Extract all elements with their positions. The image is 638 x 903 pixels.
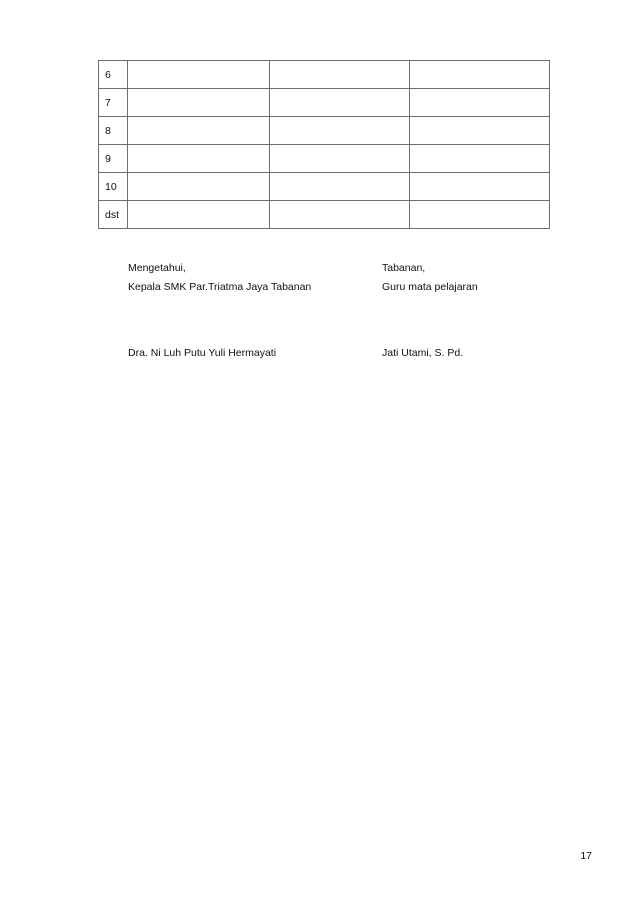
table-cell — [410, 117, 550, 145]
data-table — [98, 60, 550, 229]
teacher-position: Guru mata pelajaran — [382, 281, 478, 293]
table-cell — [410, 173, 550, 201]
table-cell — [410, 201, 550, 229]
principal-position: Kepala SMK Par.Triatma Jaya Tabanan — [128, 281, 312, 293]
table-cell — [128, 145, 270, 173]
table-cell — [410, 145, 550, 173]
row-number: 10 — [99, 173, 128, 201]
table-cell — [128, 201, 270, 229]
row-number: 8 — [99, 117, 128, 145]
table-row — [99, 89, 550, 117]
table-row — [99, 117, 550, 145]
table-row — [99, 61, 550, 89]
page-number: 17 — [580, 850, 592, 862]
table-cell — [270, 89, 410, 117]
place-label: Tabanan, — [382, 262, 426, 274]
table-cell — [128, 61, 270, 89]
table-cell — [410, 61, 550, 89]
table-cell — [270, 61, 410, 89]
table-row — [99, 173, 550, 201]
table-cell — [128, 173, 270, 201]
table-row — [99, 201, 550, 229]
row-number: 6 — [99, 61, 128, 89]
row-number: 9 — [99, 145, 128, 173]
row-number: dst — [99, 201, 128, 229]
table-cell — [270, 201, 410, 229]
table-cell — [410, 89, 550, 117]
row-number: 7 — [99, 89, 128, 117]
table-cell — [128, 89, 270, 117]
acknowledged-label: Mengetahui, — [128, 262, 186, 274]
principal-name: Dra. Ni Luh Putu Yuli Hermayati — [128, 347, 277, 359]
table-row — [99, 145, 550, 173]
table-cell — [128, 117, 270, 145]
table-cell — [270, 145, 410, 173]
table-cell — [270, 173, 410, 201]
teacher-name: Jati Utami, S. Pd. — [382, 347, 464, 359]
table-cell — [270, 117, 410, 145]
